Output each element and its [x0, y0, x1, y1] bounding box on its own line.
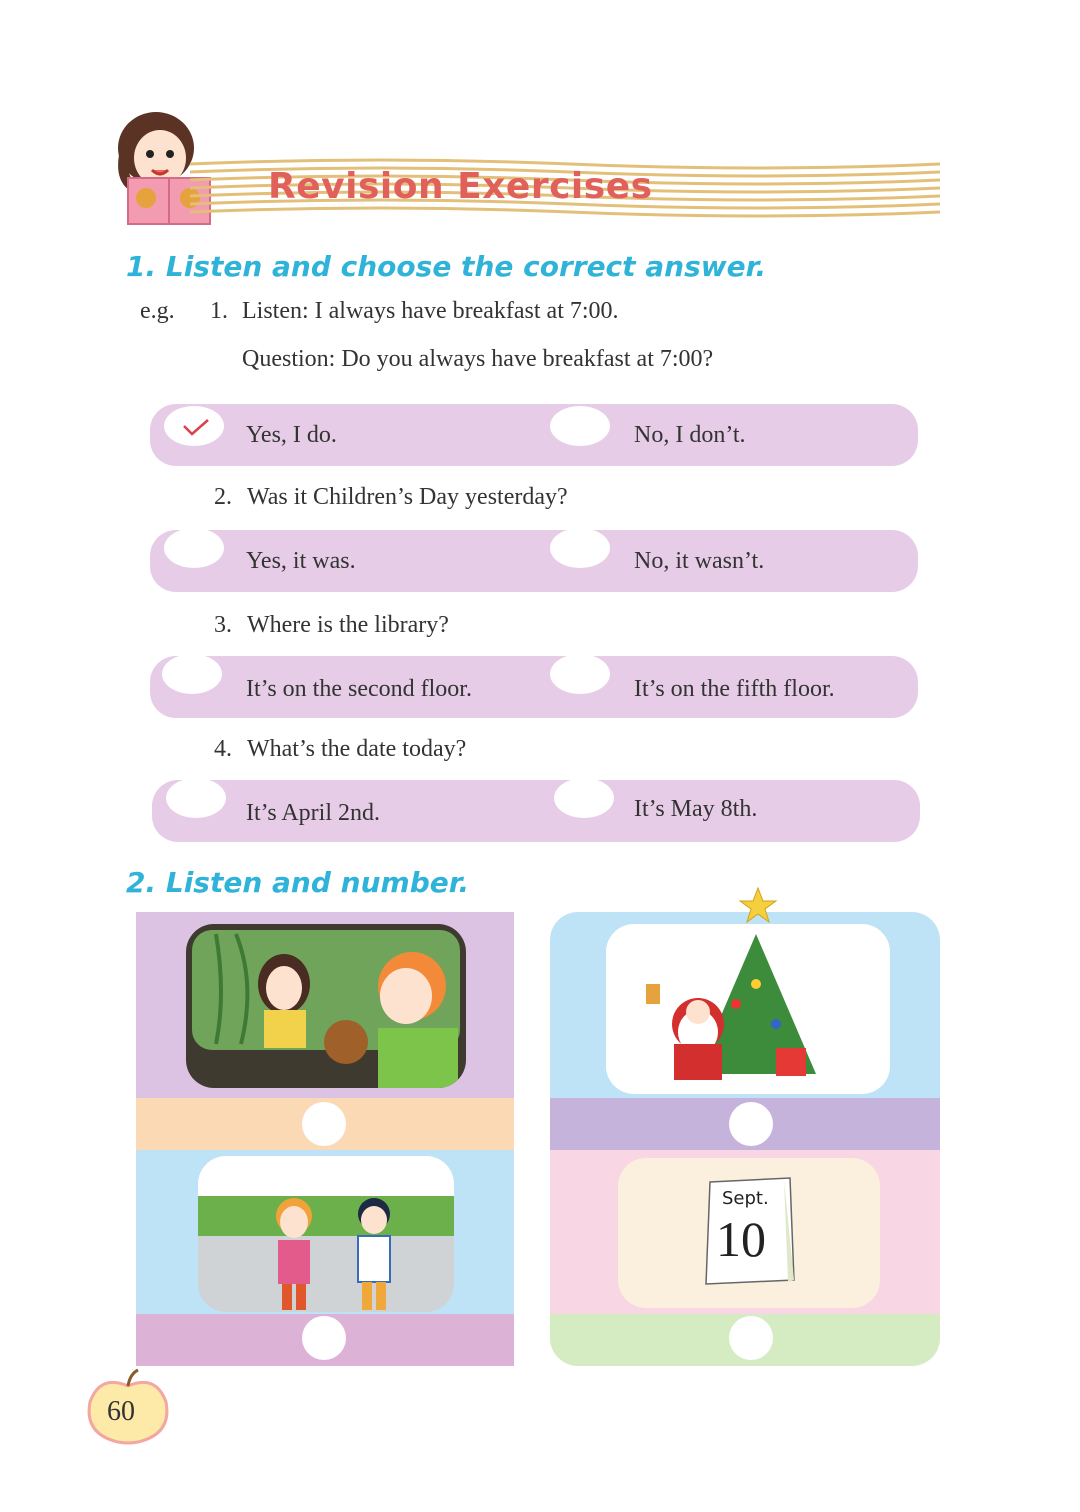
number-circle-2[interactable]: [729, 1102, 773, 1146]
answer-circle-q3-b[interactable]: [550, 654, 610, 694]
option-bar-q2: [150, 530, 918, 592]
page-title: Revision Exercises: [268, 166, 653, 207]
two-kids-illustration: [198, 1156, 454, 1312]
example-label: e.g.: [140, 298, 175, 324]
option-q3-b: It’s on the fifth floor.: [634, 676, 835, 702]
picture-santa-tree: [606, 924, 890, 1094]
option-bar-q3: [150, 656, 918, 718]
page-number: 60: [107, 1396, 135, 1427]
question-4-number: 4.: [214, 736, 232, 762]
question-2-text: Was it Children’s Day yesterday?: [247, 484, 568, 510]
answer-circle-q2-b[interactable]: [550, 528, 610, 568]
picture-car-scene: [186, 924, 466, 1088]
option-bar-q1: [150, 404, 918, 466]
option-q1-a: Yes, I do.: [246, 422, 337, 448]
picture-two-kids: [198, 1156, 454, 1312]
option-bar-q4: [152, 780, 920, 842]
question-1-number: 1.: [210, 298, 228, 324]
number-circle-1[interactable]: [302, 1102, 346, 1146]
option-q1-b: No, I don’t.: [634, 422, 746, 448]
answer-circle-q2-a[interactable]: [164, 528, 224, 568]
check-icon: [164, 406, 224, 446]
answer-circle-q4-a[interactable]: [166, 778, 226, 818]
option-q4-b: It’s May 8th.: [634, 796, 758, 822]
section1-heading: 1. Listen and choose the correct answer.: [126, 250, 767, 283]
answer-circle-q1-a[interactable]: [164, 406, 224, 446]
section2-heading: 2. Listen and number.: [126, 866, 470, 899]
answer-circle-q3-a[interactable]: [162, 654, 222, 694]
question-1-text: Listen: I always have breakfast at 7:00.: [242, 298, 619, 324]
answer-circle-q1-b[interactable]: [550, 406, 610, 446]
question-2-number: 2.: [214, 484, 232, 510]
calendar-day: 10: [716, 1211, 766, 1267]
number-circle-3[interactable]: [302, 1316, 346, 1360]
option-q2-b: No, it wasn’t.: [634, 548, 765, 574]
calendar: [702, 1176, 792, 1286]
option-q3-a: It’s on the second floor.: [246, 676, 472, 702]
santa-christmas-tree-illustration: [606, 924, 890, 1094]
car-scene-illustration: [186, 924, 466, 1088]
question-4-text: What’s the date today?: [247, 736, 467, 762]
star-icon: [738, 886, 778, 926]
calendar-month: Sept.: [722, 1188, 769, 1209]
option-q4-a: It’s April 2nd.: [246, 800, 381, 826]
option-q2-a: Yes, it was.: [246, 548, 356, 574]
question-3-text: Where is the library?: [247, 612, 449, 638]
question-1-sub: Question: Do you always have breakfast at 7:00?: [242, 346, 714, 372]
number-circle-4[interactable]: [729, 1316, 773, 1360]
question-3-number: 3.: [214, 612, 232, 638]
answer-circle-q4-b[interactable]: [554, 778, 614, 818]
